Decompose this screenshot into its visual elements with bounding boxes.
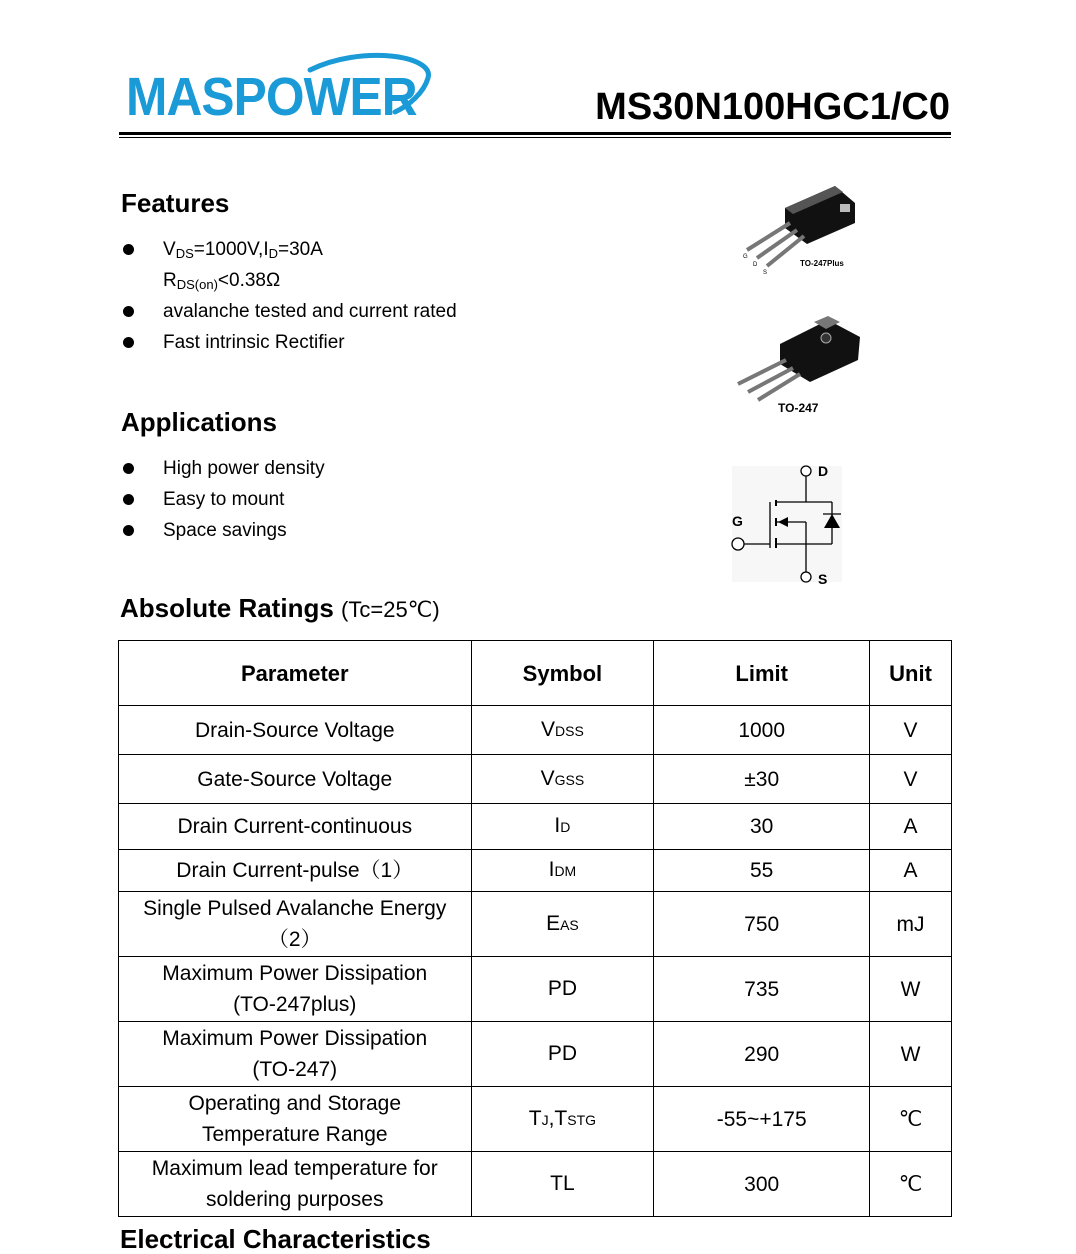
limit-cell: 55: [654, 850, 870, 892]
unit-cell: W: [870, 957, 952, 1022]
bullet-icon: [123, 306, 134, 317]
next-section-title: Electrical Characteristics: [120, 1224, 431, 1254]
logo-swoosh-icon: [300, 50, 440, 120]
column-header: Unit: [870, 641, 952, 706]
applications-list: [121, 453, 601, 546]
limit-cell: 735: [654, 957, 870, 1022]
gate-label: G: [732, 513, 743, 529]
param-cell: Drain-Source Voltage: [119, 706, 472, 755]
header-rule: [119, 132, 951, 135]
bullet-icon: [123, 463, 134, 474]
limit-cell: ±30: [654, 755, 870, 804]
pin-g-label: G: [743, 254, 748, 260]
part-number: MS30N100HGC1/C0: [595, 86, 950, 128]
param-cell: Maximum lead temperature for soldering purposes: [119, 1152, 472, 1217]
to247-package-image: [728, 312, 868, 422]
limit-cell: 750: [654, 892, 870, 957]
symbol-cell: TL: [471, 1152, 654, 1217]
symbol-cell: ID: [471, 804, 654, 850]
column-header: Symbol: [471, 641, 654, 706]
brand-name: MASPOWER: [126, 67, 417, 127]
symbol-cell: TJ,TSTG: [471, 1087, 654, 1152]
unit-cell: V: [870, 706, 952, 755]
ratings-title: Absolute Ratings (Tc=25℃): [120, 593, 440, 623]
table-row: [119, 1087, 952, 1152]
symbol-cell: PD: [471, 1022, 654, 1087]
table-row: [119, 1022, 952, 1087]
symbol-cell: EAS: [471, 892, 654, 957]
table-row: [119, 755, 952, 804]
symbol-cell: PD: [471, 957, 654, 1022]
unit-cell: W: [870, 1022, 952, 1087]
table-row: [119, 804, 952, 850]
features-list: [121, 234, 601, 358]
list-item: Space savings: [121, 515, 601, 546]
list-item: avalanche tested and current rated: [121, 296, 601, 327]
bullet-icon: [123, 337, 134, 348]
table-row: [119, 706, 952, 755]
symbol-cell: VDSS: [471, 706, 654, 755]
unit-cell: ℃: [870, 1087, 952, 1152]
list-item: High power density: [121, 453, 601, 484]
to247plus-package-image: [735, 178, 865, 278]
param-cell: Single Pulsed Avalanche Energy （2）: [119, 892, 472, 957]
mosfet-schematic-icon: [726, 460, 846, 588]
list-item: Easy to mount: [121, 484, 601, 515]
param-cell: Gate-Source Voltage: [119, 755, 472, 804]
symbol-cell: VGSS: [471, 755, 654, 804]
limit-cell: 1000: [654, 706, 870, 755]
symbol-cell: IDM: [471, 850, 654, 892]
applications-title: Applications: [121, 407, 278, 437]
header-rule-thin: [119, 137, 951, 138]
param-cell: Maximum Power Dissipation (TO-247): [119, 1022, 472, 1087]
unit-cell: V: [870, 755, 952, 804]
table-row: [119, 892, 952, 957]
unit-cell: A: [870, 850, 952, 892]
limit-cell: 300: [654, 1152, 870, 1217]
pin-d-label: D: [753, 262, 758, 268]
column-header: Limit: [654, 641, 870, 706]
bullet-icon: [123, 525, 134, 536]
pin-s-label: S: [763, 270, 768, 276]
table-row: [119, 957, 952, 1022]
source-label: S: [818, 571, 828, 587]
list-item-continuation: $R_{DS(on)}<0.38\Omega$: [163, 270, 281, 292]
unit-cell: mJ: [870, 892, 952, 957]
table-row: [119, 1152, 952, 1217]
list-item: Fast intrinsic Rectifier: [121, 327, 601, 358]
param-cell: Drain Current-pulse（1）: [119, 850, 472, 892]
limit-cell: 290: [654, 1022, 870, 1087]
ratings-table: [118, 640, 952, 1217]
bullet-icon: [123, 244, 134, 255]
unit-cell: A: [870, 804, 952, 850]
ratings-condition: (Tc=25℃): [341, 597, 440, 622]
package-label: TO-247Plus: [800, 259, 844, 268]
table-row: [119, 850, 952, 892]
param-cell: Operating and Storage Temperature Range: [119, 1087, 472, 1152]
param-cell: Drain Current-continuous: [119, 804, 472, 850]
drain-label: D: [818, 463, 829, 479]
column-header: Parameter: [119, 641, 472, 706]
limit-cell: -55~+175: [654, 1087, 870, 1152]
features-title: Features: [121, 188, 230, 218]
bullet-icon: [123, 494, 134, 505]
limit-cell: 30: [654, 804, 870, 850]
package-label: TO-247: [778, 401, 819, 415]
unit-cell: ℃: [870, 1152, 952, 1217]
table-header-row: [119, 641, 952, 706]
list-item: $V_{DS}=1000V,I_D=30A$: [121, 234, 601, 265]
param-cell: Maximum Power Dissipation (TO-247plus): [119, 957, 472, 1022]
